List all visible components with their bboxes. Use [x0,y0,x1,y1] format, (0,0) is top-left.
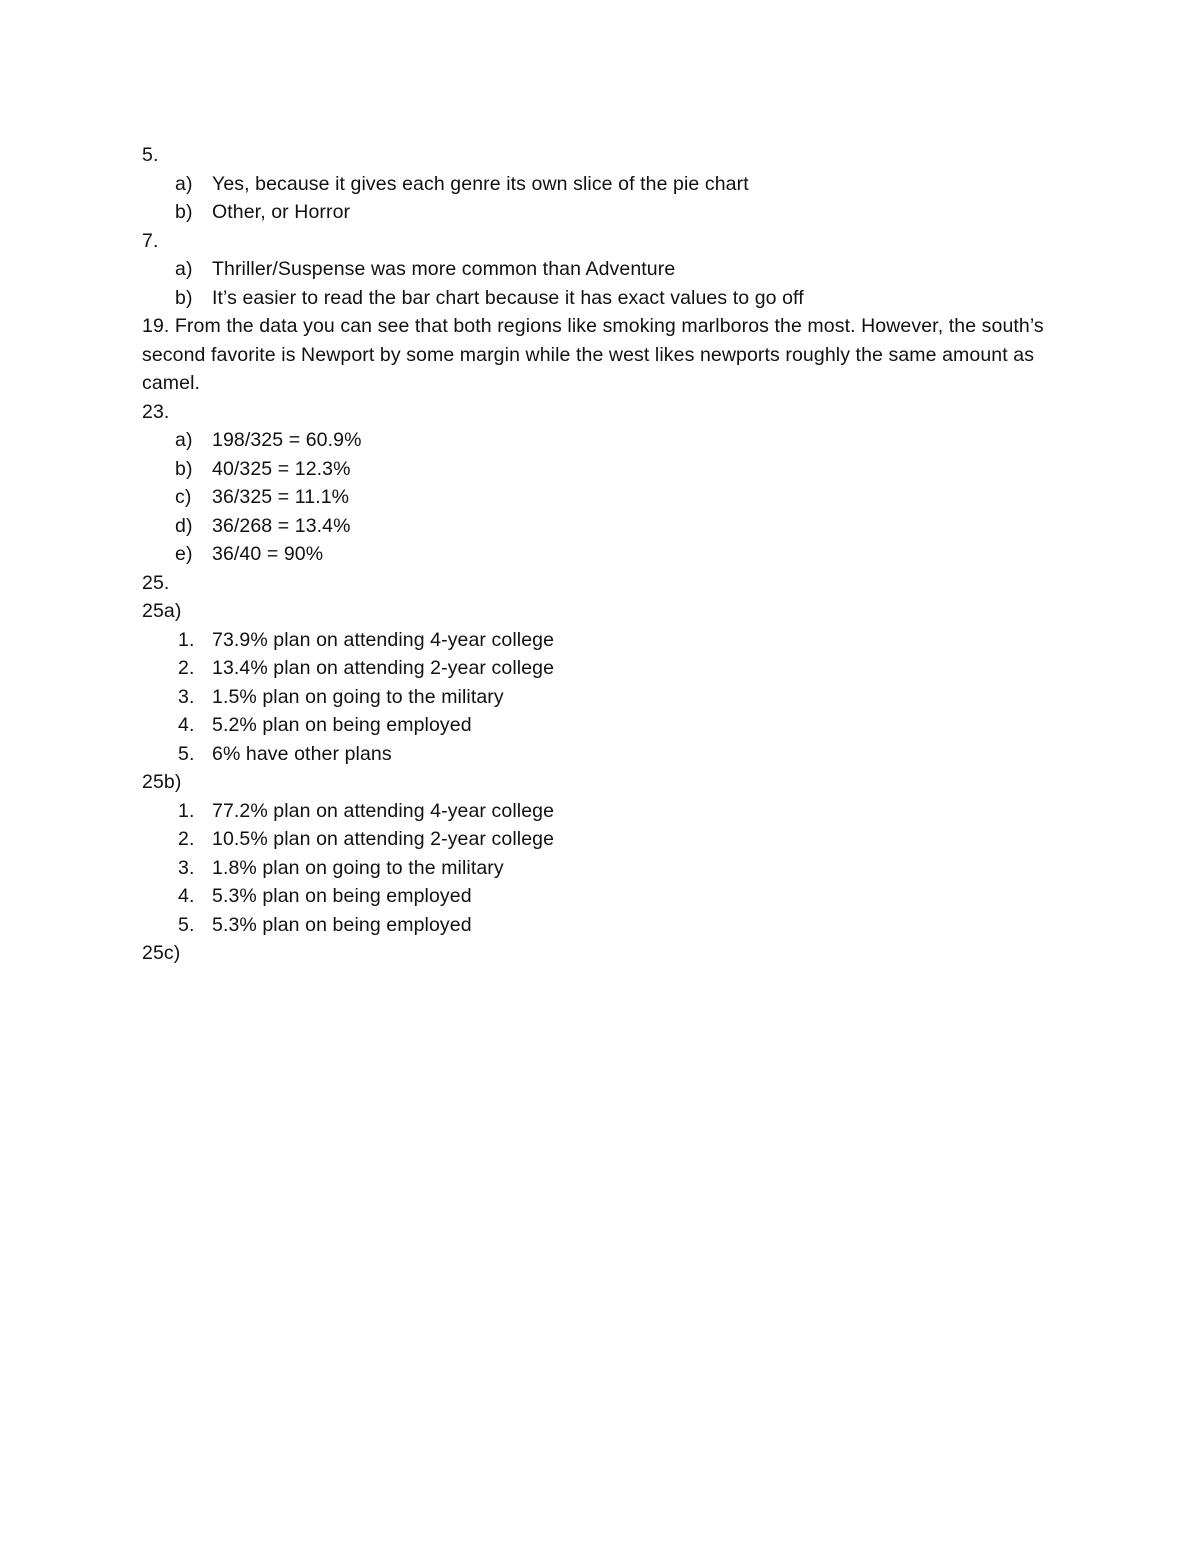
list-marker: 4. [178,714,195,736]
question-7-answer-b [142,284,1062,313]
question-5-answer-a [142,170,1062,199]
answer-text: Thriller/Suspense was more common than Adventure [212,258,676,280]
list-marker: 5. [178,913,195,936]
list-marker: c) [175,486,192,508]
answer-text: It’s easier to read the bar chart because it has exact values to go off [212,286,804,309]
list-marker: 3. [178,685,195,708]
list-marker: d) [175,514,193,537]
list-marker: a) [175,258,193,280]
answer-text: 36/325 = 11.1% [212,486,350,508]
answer-text: 40/325 = 12.3% [212,457,351,480]
answer-text: 73.9% plan on attending 4-year college [212,628,555,651]
answer-text: Yes, because it gives each genre its own slice of the pie chart [212,172,749,195]
question-25a-item-5 [142,740,1062,769]
list-marker: b) [175,286,193,309]
answer-text: 5.2% plan on being employed [212,714,472,736]
question-23-answer-e [142,540,1062,569]
question-25-heading: 25. [142,571,170,594]
answer-text: 36/40 = 90% [212,543,324,565]
answer-text: 6% have other plans [212,742,392,765]
question-25b-item-2 [142,825,1062,854]
question-5-answer-b [142,198,1062,227]
answer-text: 1.5% plan on going to the military [212,685,504,708]
list-marker: a) [175,172,193,195]
answer-text: 36/268 = 13.4% [212,514,351,537]
question-23-heading: 23. [142,400,170,423]
answer-sheet [142,141,1062,968]
list-marker: 1. [178,799,195,822]
list-marker: 5. [178,742,195,765]
list-marker: 1. [178,628,195,651]
answer-text: 5.3% plan on being employed [212,885,472,907]
question-25b-item-4 [142,882,1062,911]
question-25b-item-5 [142,911,1062,940]
list-marker: a) [175,429,193,451]
list-marker: 2. [178,657,195,679]
question-23-answer-a [142,426,1062,455]
question-25b-item-3 [142,854,1062,883]
question-19-paragraph: 19. From the data you can see that both regions like smoking marlboros the most. However, the south’s second favorite is Newport by some margin while the west likes newports roughly the same amount as camel. [142,315,1044,394]
question-25a-item-4 [142,711,1062,740]
list-marker: b) [175,201,193,223]
question-25a-heading: 25a) [142,600,182,622]
question-23-answer-d [142,512,1062,541]
question-7-answer-a [142,255,1062,284]
question-7-heading: 7. [142,229,159,252]
question-25c-heading: 25c) [142,942,181,964]
question-25b-item-1 [142,797,1062,826]
answer-text: 1.8% plan on going to the military [212,856,504,879]
list-marker: e) [175,543,193,565]
question-25a-item-3 [142,683,1062,712]
list-marker: 4. [178,885,195,907]
answer-text: Other, or Horror [212,201,351,223]
answer-text: 77.2% plan on attending 4-year college [212,799,555,822]
answer-text: 5.3% plan on being employed [212,913,472,936]
list-marker: 3. [178,856,195,879]
answer-text: 198/325 = 60.9% [212,429,362,451]
question-23-answer-b [142,455,1062,484]
answer-text: 10.5% plan on attending 2-year college [212,828,555,850]
question-5-heading: 5. [142,144,159,166]
question-25a-item-1 [142,626,1062,655]
list-marker: 2. [178,828,195,850]
question-25b-heading: 25b) [142,771,182,793]
question-25a-item-2 [142,654,1062,683]
list-marker: b) [175,457,193,480]
answer-text: 13.4% plan on attending 2-year college [212,657,555,679]
question-23-answer-c [142,483,1062,512]
